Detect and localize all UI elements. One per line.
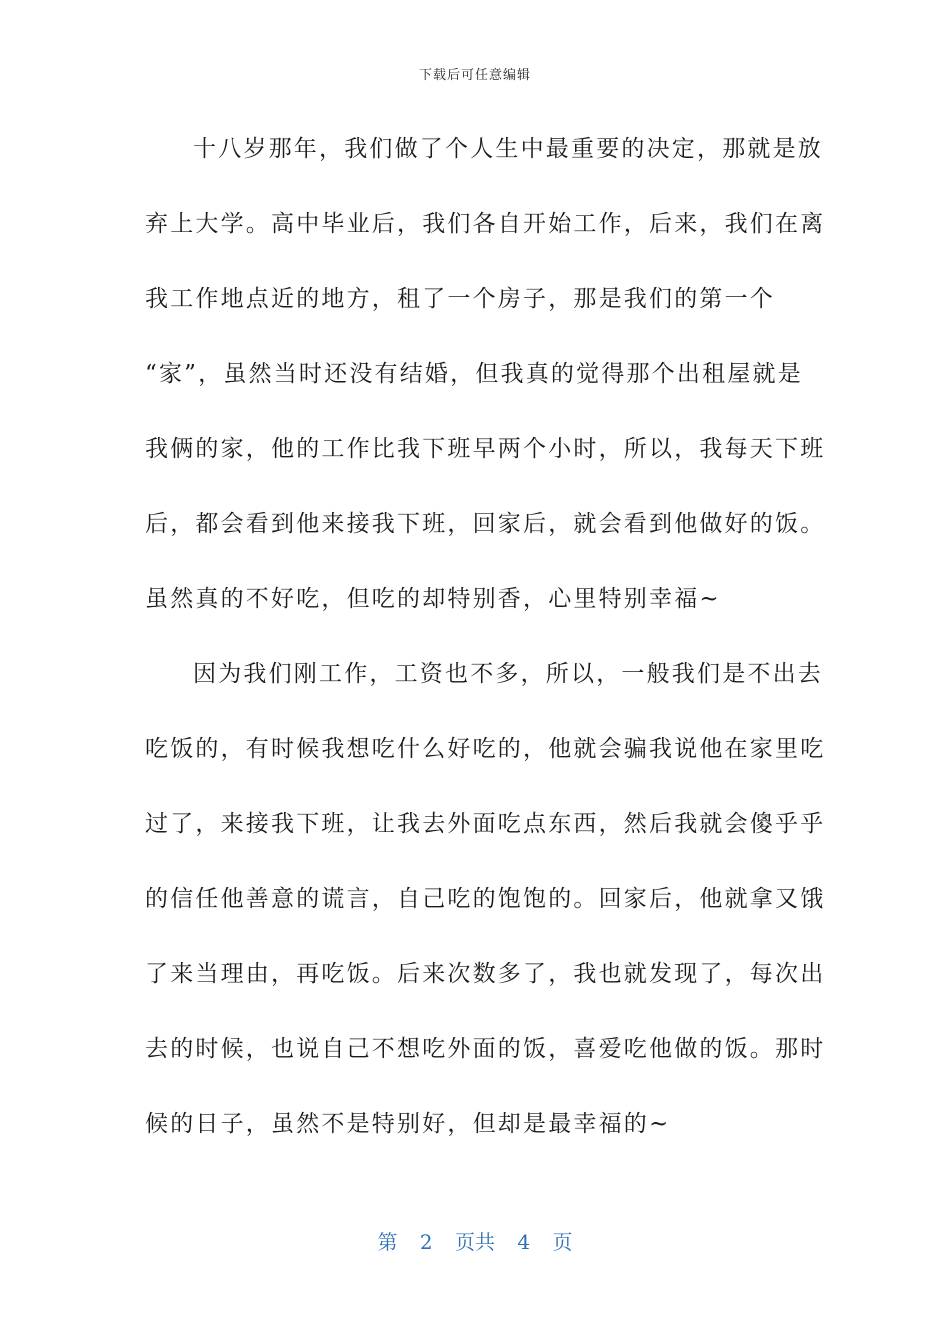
page-end-label: 页	[552, 1230, 573, 1254]
paragraph-2-line-4: 的信任他善意的谎言，自己吃的饱饱的。回家后，他就拿又饿	[145, 886, 826, 912]
paragraph-1-line-5: 我俩的家，他的工作比我下班早两个小时，所以，我每天下班	[145, 436, 826, 462]
page-header-note: 下载后可任意编辑	[418, 68, 531, 83]
paragraph-1-line-7: 虽然真的不好吃，但吃的却特别香，心里特别幸福~	[145, 586, 721, 612]
paragraph-1-line-2: 弃上大学。高中毕业后，我们各自开始工作，后来，我们在离	[145, 211, 826, 237]
paragraph-2-line-1: 因为我们刚工作，工资也不多，所以，一般我们是不出去	[193, 661, 823, 687]
paragraph-2-line-6: 去的时候，也说自己不想吃外面的饭，喜爱吃他做的饭。那时	[145, 1036, 826, 1062]
page-number-footer	[0, 1226, 950, 1255]
paragraph-2-line-3: 过了，来接我下班，让我去外面吃点东西，然后我就会傻乎乎	[145, 811, 826, 837]
total-pages-number: 4	[517, 1230, 531, 1254]
paragraph-1-line-1: 十八岁那年，我们做了个人生中最重要的决定，那就是放	[193, 136, 823, 162]
paragraph-2-line-5: 了来当理由，再吃饭。后来次数多了，我也就发现了，每次出	[145, 961, 826, 987]
paragraph-1-line-3: 我工作地点近的地方，租了一个房子，那是我们的第一个	[145, 286, 775, 312]
page-of-label: 页共	[455, 1230, 495, 1254]
paragraph-1-line-6: 后，都会看到他来接我下班，回家后，就会看到他做好的饭。	[145, 511, 826, 537]
paragraph-2-line-7: 候的日子，虽然不是特别好，但却是最幸福的~	[145, 1111, 671, 1137]
page-label: 第	[377, 1230, 398, 1254]
paragraph-2-line-2: 吃饭的，有时候我想吃什么好吃的，他就会骗我说他在家里吃	[145, 736, 826, 762]
current-page-number: 2	[419, 1230, 433, 1254]
paragraph-1-line-4: “家”，虽然当时还没有结婚，但我真的觉得那个出租屋就是	[145, 361, 803, 387]
